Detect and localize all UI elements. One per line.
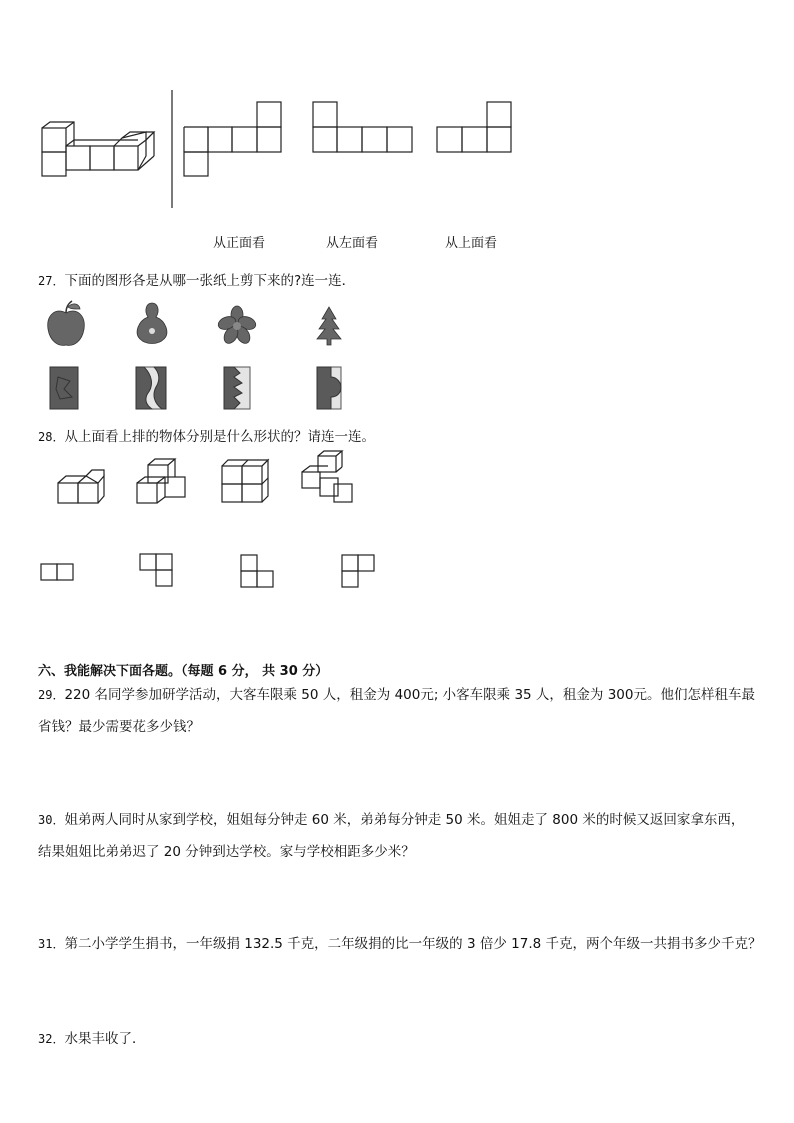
flower-shape-icon — [216, 306, 257, 346]
object-2-cubes — [137, 459, 185, 503]
q26-figure — [0, 0, 794, 260]
paper-piece-d-icon — [317, 367, 341, 409]
object-3-cubes — [222, 460, 268, 502]
object-4-cubes — [302, 451, 352, 502]
q26-drawings — [0, 0, 794, 260]
view-top-grid — [437, 102, 511, 152]
q27-number: 27． — [38, 274, 65, 288]
caption-left-view: 从左面看 — [326, 236, 379, 251]
cube-arrangement — [42, 122, 154, 176]
q28-number: 28． — [38, 430, 65, 444]
q30-number: 30． — [38, 813, 65, 827]
q29-text-1: 220 名同学参加研学活动，大客车限乘 50 人，租金为 400元; 小客车限乘 35 人，租金为 300元。他们怎样租车最 — [64, 687, 755, 703]
apple-shape-icon — [48, 301, 85, 345]
paper-piece-b-icon — [136, 367, 166, 409]
q27-text: 下面的图形各是从哪一张纸上剪下来的?连一连． — [64, 273, 356, 289]
q30-line1 — [38, 811, 744, 829]
q29-line1 — [38, 686, 755, 704]
q30-line2: 结果姐姐比弟弟迟了 20 分钟到达学校。家与学校相距多少米？ — [38, 844, 415, 860]
q32-text: 水果丰收了． — [64, 1031, 146, 1047]
q30-text-1: 姐弟两人同时从家到学校，姐姐每分钟走 60 米，弟弟每分钟走 50 米。姐姐走了 800 米的时候又返回家拿东西， — [64, 812, 745, 828]
q28-figures — [0, 450, 794, 600]
section-6-title: 六、我能解决下面各题。（每题 6 分， 共 30 分） — [38, 664, 329, 679]
q31-line — [38, 935, 762, 953]
paper-piece-c-icon — [224, 367, 250, 409]
q28-prompt — [38, 428, 375, 446]
q31-text: 第二小学学生捐书，一年级捐 132.5 千克，二年级捐的比一年级的 3 倍少 17.8 千克，两个年级一共捐书多少千克？ — [64, 936, 762, 952]
top-view-shape-2 — [140, 554, 172, 586]
top-view-shape-4 — [342, 555, 374, 587]
caption-front-view: 从正面看 — [213, 236, 266, 251]
caption-top-view: 从上面看 — [445, 236, 498, 251]
view-front-grid — [184, 102, 281, 176]
q27-figures — [0, 295, 794, 420]
q31-number: 31． — [38, 937, 65, 951]
paper-piece-a-icon — [50, 367, 78, 409]
q32-line — [38, 1030, 145, 1048]
q29-line2: 省钱？最少需要花多少钱？ — [38, 719, 200, 735]
view-left-grid — [313, 102, 412, 152]
object-1-cubes — [58, 470, 104, 503]
top-view-shape-1 — [41, 564, 73, 580]
q29-number: 29． — [38, 688, 65, 702]
q28-text: 从上面看上排的物体分别是什么形状的？请连一连。 — [64, 429, 375, 445]
q27-prompt — [38, 272, 355, 290]
gourd-shape-icon — [137, 303, 167, 344]
q32-number: 32． — [38, 1032, 65, 1046]
top-view-shape-3 — [241, 555, 273, 587]
pine-tree-shape-icon — [317, 307, 341, 345]
